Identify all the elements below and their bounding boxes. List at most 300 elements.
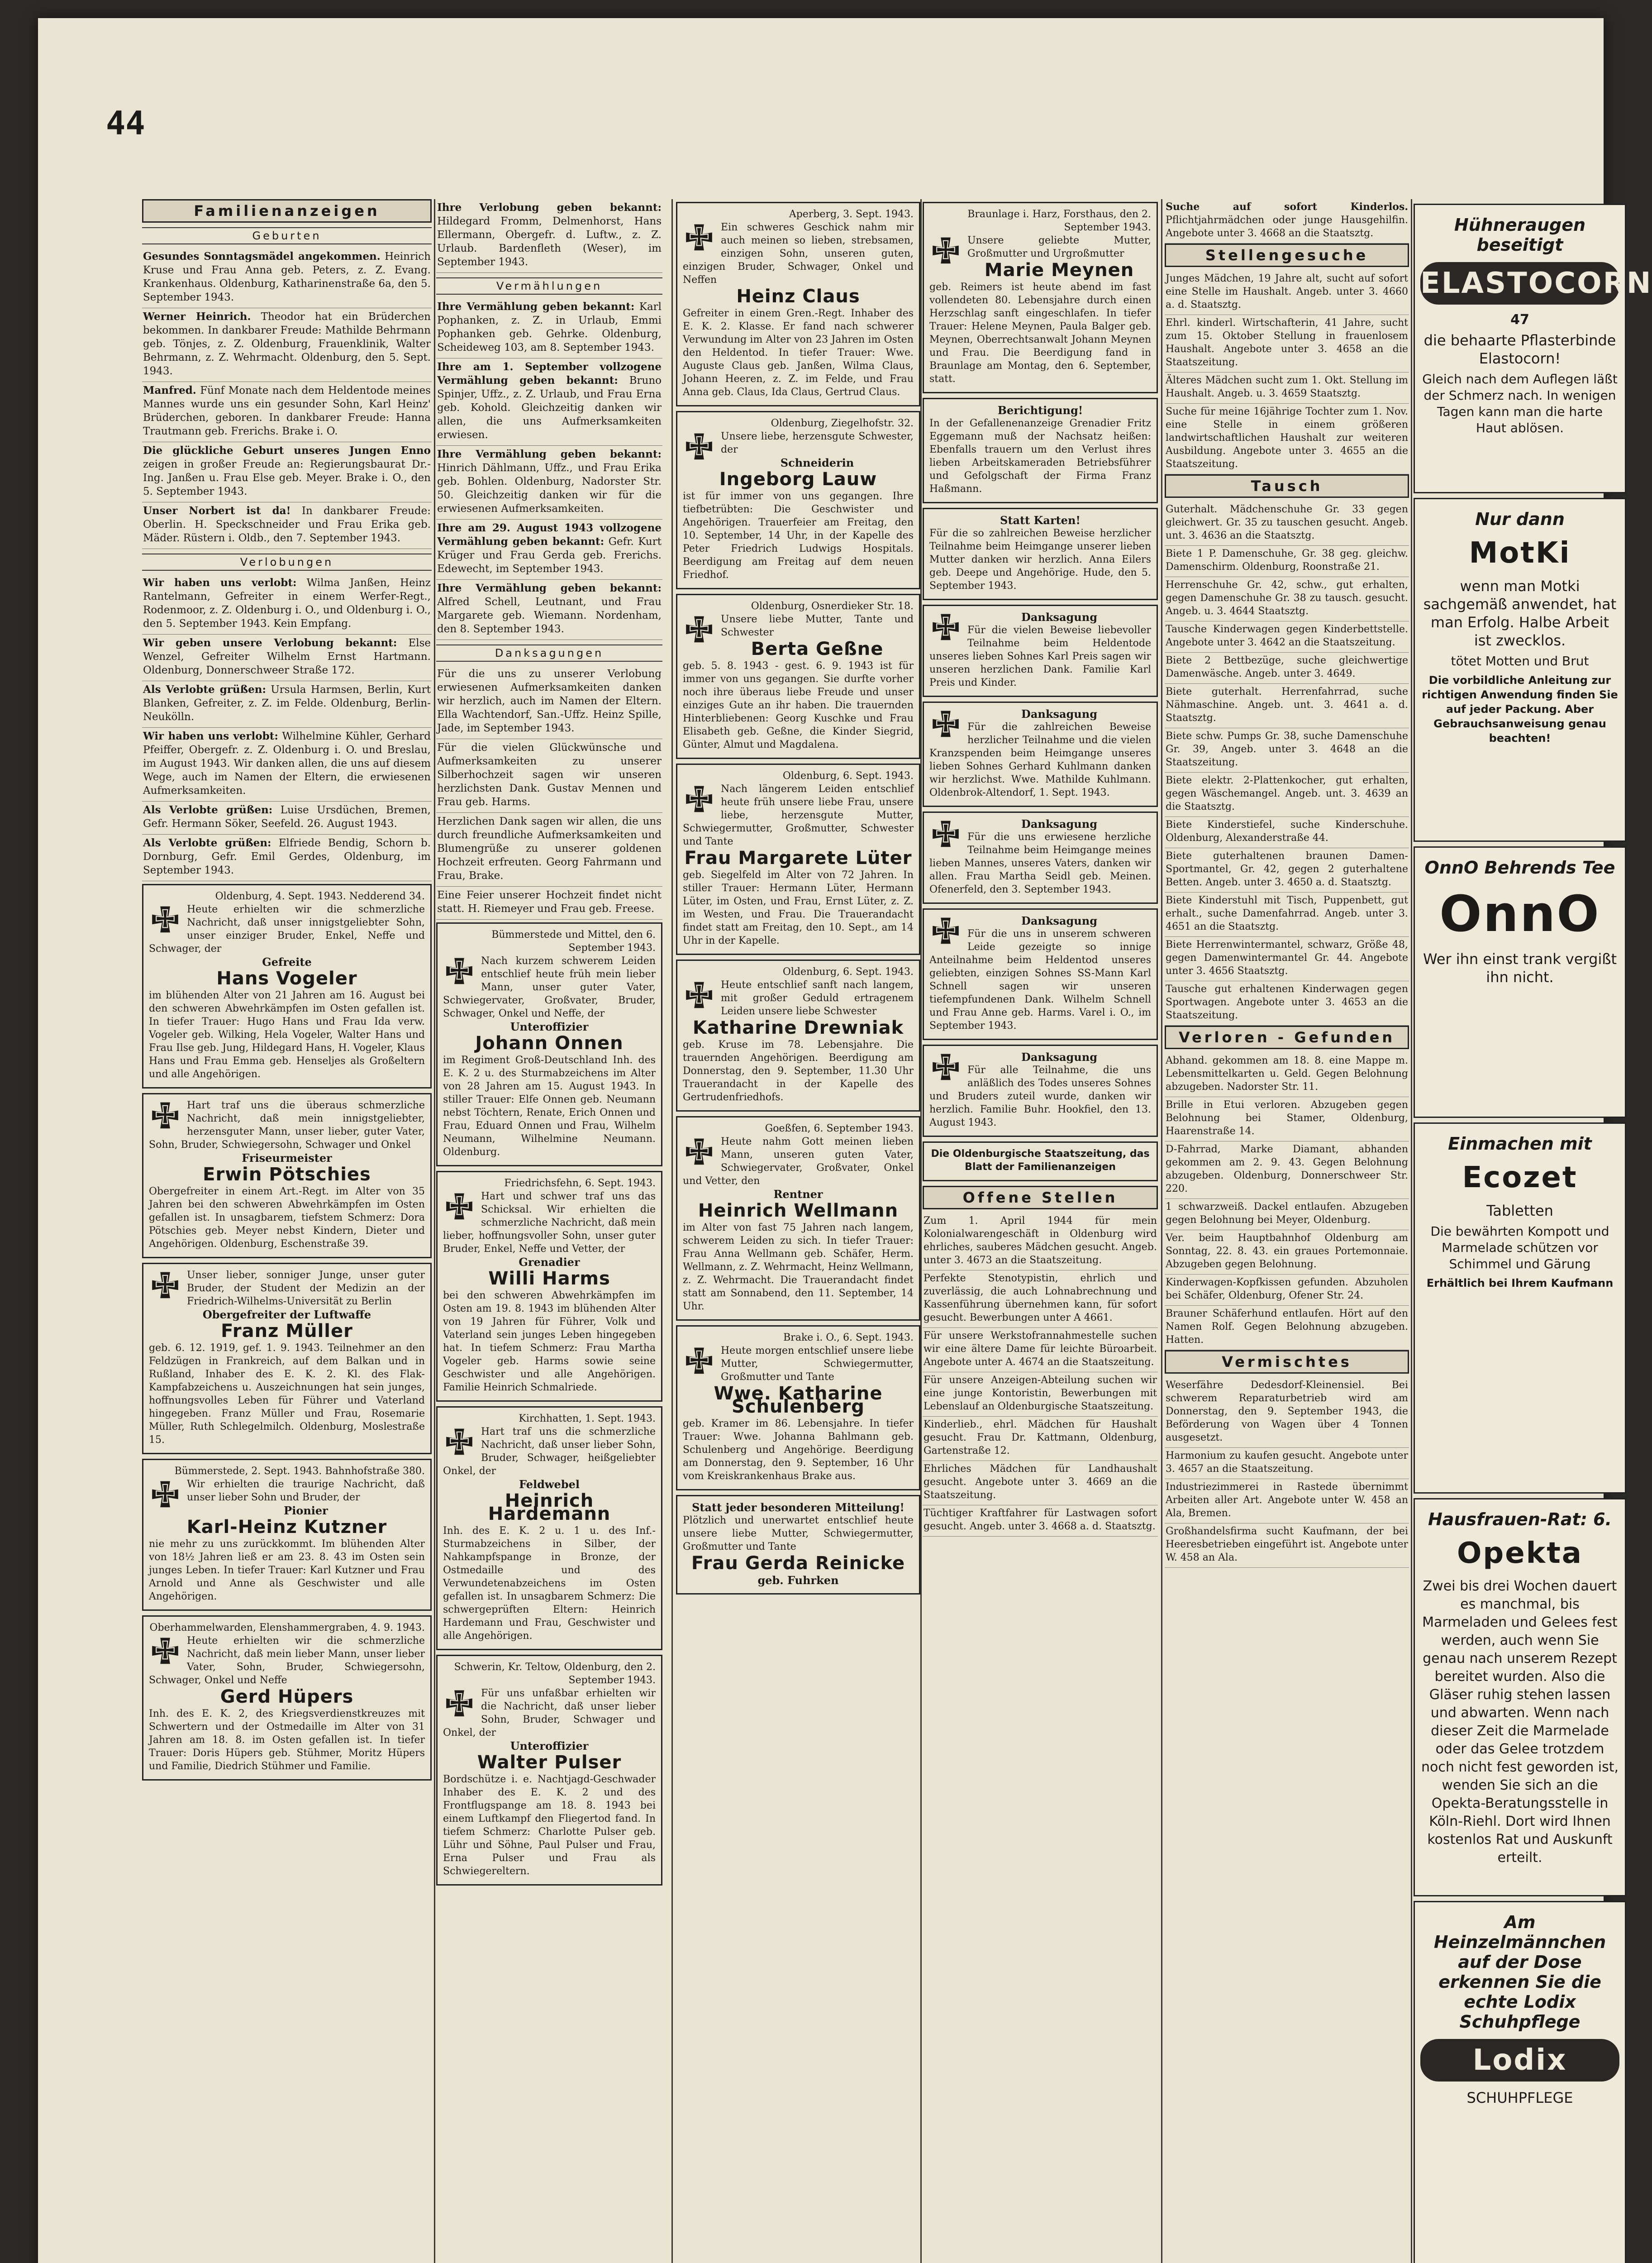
thanks-text: Für die vielen Beweise liebevoller Teilnahme beim Heldentode unseres lieben Sohnes Karl Preis sagen wir unseren herzlichen Dank. Familie Karl Preis und Kinder.	[929, 625, 1151, 688]
thanks-head: Danksagung	[1021, 817, 1097, 831]
iron-cross-icon	[443, 1427, 476, 1460]
announcement-text: Theodor hat ein Brüderchen bekommen. In dankbarer Freude: Mathilde Behrmann geb. Tönjes, z. Z. Oldenburg, Frauenklinik, Walter Behrmann, z. Z. Wehrmacht. Oldenburg, den 5. Sept. 1943.	[143, 311, 431, 377]
announcement	[1165, 546, 1409, 577]
announcement-text: Für die uns zu unserer Verlobung erwiesenen Aufmerksamkeiten danken wir herzlich, auch im Namen der Eltern. Ella Wachtendorf, San.-Uffz. Heinz Spille, Jade, im September 1943.	[437, 668, 662, 734]
notice-name: Heinrich Wellmann	[698, 1200, 899, 1221]
announcement	[1165, 621, 1409, 653]
ad-text: wenn man Motki sachgemäß anwendet, hat man Erfolg. Halbe Arbeit ist zwecklos.	[1423, 578, 1617, 649]
announcement-text: Für die vielen Glückwünsche und Aufmerksamkeiten zu unserer Silberhochzeit sagen wir unseren herzlichsten Dank. Gustav Mennen und Frau geb. Harms.	[437, 742, 662, 808]
display-ad	[1414, 498, 1626, 842]
announcement	[923, 1328, 1158, 1372]
announcement	[1165, 1479, 1409, 1523]
special-notice-sub: geb. Fuhrken	[757, 1574, 839, 1587]
thanks-text: Für die uns erwiesene herzliche Teilnahme beim Heimgange meines lieben Mannes, unseres Vaters, danken wir allen. Frau Martha Seidl geb. Meinen. Ofenerfeld, den 3. September 1943.	[929, 831, 1151, 895]
death-notice	[676, 594, 920, 759]
ad-headline: Einmachen mit	[1448, 1134, 1592, 1154]
notice-name: Heinz Claus	[736, 286, 860, 307]
thanks-head: Danksagung	[1021, 707, 1097, 721]
section-header-family: Familienanzeigen	[142, 199, 432, 223]
announcement-text: Kinderwagen-Kopfkissen gefunden. Abzuholen bei Schäfer, Oldenburg, Ofener Str. 24.	[1166, 1277, 1408, 1301]
announcement-text: Abhand. gekommen am 18. 8. eine Mappe m. Lebensmittelkarten u. Geld. Gegen Belohnung abzugeben. Nadorster Str. 11.	[1166, 1055, 1408, 1093]
announcement	[142, 502, 432, 549]
section-header-wanted: Stellengesuche	[1165, 243, 1409, 267]
announcement	[1165, 728, 1409, 773]
notice-name: Marie Meynen	[984, 260, 1134, 281]
thanks-head: Danksagung	[1021, 1050, 1097, 1064]
ad-text: Tabletten	[1486, 1202, 1553, 1219]
announcement	[923, 1372, 1158, 1417]
announcement	[1165, 817, 1409, 848]
announcement-text: Biete guterhaltenen braunen Damen-Sportmantel, Gr. 42, gegen 2 guterhaltene Betten. Angeb. unter 3. 4650 a. d. Staatsztg.	[1166, 850, 1408, 888]
ad-brand: Ecozet	[1462, 1161, 1578, 1194]
announcement	[1165, 271, 1409, 315]
notice-place-date: Bümmerstede, 2. Sept. 1943. Bahnhofstraße 380.	[174, 1466, 425, 1477]
announcement-text: Ehrl. kinderl. Wirtschafterin, 41 Jahre, sucht zum 15. Oktober Stellung in frauenlosem Haushalt. Angebote unter 3. 4658 an die Staatszeitung.	[1166, 317, 1408, 368]
announcement-text: Pflichtjahrmädchen oder junge Hausgehilfin. Angebote unter 3. 4668 an die Staatsztg.	[1166, 215, 1408, 239]
notice-name: Willi Harms	[488, 1268, 610, 1289]
announcement-lead: Ihre Vermählung geben bekannt:	[437, 582, 662, 594]
thanks-head: Danksagung	[1021, 611, 1097, 624]
notice-body: Inh. des E. K. 2 u. 1 u. des Inf.-Sturmabzeichens in Silber, der Nahkampfspange in Bronze, der Ostmedaille und des Verwundetenabzeichens im Osten gefallen ist. In unsagbarem Schmerz: Die schwergeprüften Eltern: Heinrich Hardemann und Frau, Geschwister und alle Angehörigen.	[443, 1525, 656, 1642]
notice-body: Obergefreiter in einem Art.-Regt. im Alter von 35 Jahren bei den schweren Abwehrkämpfen im Osten gefallen ist. In unsagbarem, tiefstem Schmerz: Dora Pötschies geb. Meyer nebst Kindern, Dieter und Angehörigen. Oldenburg, Eschenstraße 39.	[149, 1186, 425, 1250]
subheader-engagements: Verlobungen	[142, 554, 432, 571]
special-notice-intro: Plötzlich und unerwartet entschlief heute unsere liebe Mutter, Schwiegermutter, Großmutter und Tante	[683, 1515, 914, 1552]
announcement-text: Tausche gut erhaltenen Kinderwagen gegen Sportwagen. Angebote unter 3. 4653 an die Staatszeitung.	[1166, 983, 1408, 1021]
death-notice	[142, 1093, 432, 1258]
announcement-text: Suche für meine 16jährige Tochter zum 1. Nov. eine Stelle in einem größeren landwirtschaftlichen Haushalt zur weiteren Ausbildung. Angebote unter 3. 4655 an die Staatszeitung.	[1166, 406, 1408, 470]
announcement-text: In dankbarer Freude: Oberlin. H. Speckschneider und Frau Erika geb. Mäder. Rüstern i. Oldb., den 7. September 1943.	[143, 505, 431, 544]
statt-karten-text: Für die so zahlreichen Beweise herzlicher Teilnahme beim Heimgange unserer lieben Mutter danken wir herzlich. Anna Eilers geb. Deepe und Angehörige. Hude, den 5. September 1943.	[929, 528, 1151, 592]
death-notice	[142, 1459, 432, 1611]
announcement	[1165, 501, 1409, 546]
announcement-text: Biete elektr. 2-Plattenkocher, gut erhalten, gegen Wäschemangel. Angeb. unt. 3. 4639 an die Staatsztg.	[1166, 775, 1408, 812]
announcement-text: Ver. beim Hauptbahnhof Oldenburg am Sonntag, 22. 8. 43. ein graues Portemonnaie. Abzugeben gegen Belohnung.	[1166, 1232, 1408, 1270]
announcement-text: Tausche Kinderwagen gegen Kinderbettstelle. Angebote unter 3. 4642 an die Staatszeitung.	[1166, 624, 1408, 648]
column-advertisements	[1414, 199, 1652, 2263]
announcement	[1165, 577, 1409, 621]
notice-name: Frau Margarete Lüter	[684, 848, 912, 869]
newspaper-page	[38, 18, 1652, 2263]
notice-place-date: Brake i. O., 6. Sept. 1943.	[783, 1332, 914, 1343]
notice-intro: Hart und schwer traf uns das Schicksal. Wir erhielten die schmerzliche Nachricht, daß mein lieber, hoffnungsvoller Sohn, unser guter Bruder, Enkel, Neffe und Vetter, der	[443, 1191, 656, 1255]
iron-cross-icon	[929, 612, 962, 645]
column-weddings-thanks	[436, 199, 662, 2263]
display-ad	[1414, 204, 1652, 493]
ad-footnote: Die vorbildliche Anleitung zur richtigen Anwendung finden Sie auf jeder Packung. Aber Gebrauchsanweisung genau beachten!	[1422, 674, 1618, 745]
notice-intro: Unsere geliebte Mutter, Großmutter und Urgroßmutter	[967, 235, 1151, 259]
iron-cross-icon	[149, 1636, 181, 1669]
announcement	[923, 1505, 1158, 1537]
announcement	[142, 248, 432, 308]
announcement	[1165, 1523, 1409, 1568]
death-notice	[676, 1325, 920, 1490]
announcement	[1165, 1230, 1409, 1275]
announcement	[1165, 372, 1409, 404]
notice-place-date: Kirchhatten, 1. Sept. 1943.	[519, 1413, 656, 1424]
announcement	[436, 358, 662, 446]
iron-cross-icon	[149, 905, 181, 937]
display-ad	[1414, 1498, 1626, 1896]
ad-text: die behaarte Pflasterbinde Elastocorn!	[1423, 332, 1616, 367]
ad-brand: ELASTOCORN	[1420, 262, 1619, 305]
notice-body: im Regiment Groß-Deutschland Inh. des E. K. 2 u. des Sturmabzeichens im Alter von 28 Jahren am 15. August 1943. In stiller Trauer: Elfe Onnen geb. Neumann nebst Töchtern, Renate, Erich Onnen und Frau, Eduard Onnen und Frau, Wilhelm Neumann, Wilhelmine Neumann. Oldenburg.	[443, 1055, 656, 1158]
announcement	[142, 382, 432, 442]
notice-rank: Rentner	[773, 1188, 823, 1201]
notice-name: Franz Müller	[221, 1321, 353, 1342]
notice-intro: Unsere liebe, herzensgute Schwester, der	[721, 431, 914, 455]
notice-name: Ingeborg Lauw	[719, 469, 877, 490]
announcement	[1165, 1448, 1409, 1479]
announcement-lead: Suche auf sofort Kinderlos.	[1166, 201, 1408, 213]
ad-text: Zwei bis drei Wochen dauert es manchmal, bis Marmeladen und Gelees fest werden, auch wenn Sie genau nach unserem Rezept bereitet wurden. Also die Gläser ruhig stehen lassen und abwarten. Wenn nach dieser Zeit die Marmelade oder das Gelee trotzdem noch nicht fest geworden ist, wenden Sie sich an die Opekta-Beratungsstelle in Köln-Riehl. Dort wird Ihnen kostenlos Rat und Auskunft erteilt.	[1421, 1578, 1619, 1866]
announcement-text: Ursula Harmsen, Berlin, Kurt Blanken, Gefreiter, z. Z. im Felde. Oldenburg, Berlin-Neukölln.	[143, 684, 431, 723]
announcement	[1165, 1053, 1409, 1097]
announcement	[436, 520, 662, 580]
thanks-text: Für alle Teilnahme, die uns anläßlich des Todes unseres Sohnes und Bruders zuteil wurde, danken wir herzlich. Familie Buhr. Hookfiel, den 13. August 1943.	[929, 1065, 1151, 1128]
death-notice	[142, 1615, 432, 1781]
death-notice	[436, 922, 662, 1166]
thanks-notice	[923, 605, 1158, 697]
subheader-thanks: Danksagungen	[436, 645, 662, 662]
announcement-text: Biete Herrenwintermantel, schwarz, Größe 48, gegen Damenwintermantel Gr. 44. Angebote unter 3. 4656 Staatsztg.	[1166, 939, 1408, 977]
announcement	[436, 739, 662, 813]
notice-intro: Unser lieber, sonniger Junge, unser guter Bruder, der Student der Medizin an der Friedrich-Wilhelms-Universität zu Berlin	[187, 1270, 425, 1307]
ad-price: 47	[1510, 312, 1529, 328]
notice-rank: Grenadier	[519, 1256, 580, 1269]
announcement-text: Hildegard Fromm, Delmenhorst, Hans Ellermann, Obergefr. d. Luftw., z. Z. Urlaub. Bardenfleth (Weser), im September 1943.	[437, 215, 662, 268]
notice-place-date: Bümmerstede und Mittel, den 6. September 1943.	[491, 929, 656, 954]
special-notice-name: Frau Gerda Reinicke	[691, 1553, 905, 1574]
iron-cross-icon	[683, 1346, 715, 1379]
announcement	[142, 635, 432, 681]
notice-rank: Pionier	[284, 1504, 328, 1517]
announcement-text: Bruno Spinjer, Uffz., z. Z. Urlaub, und Frau Erna geb. Kohold. Gleichzeitig danken wir allen, die uns Aufmerksamkeiten erwiesen.	[437, 375, 662, 441]
notice-name: Gerd Hüpers	[220, 1686, 354, 1707]
announcement-text: Biete Kinderstuhl mit Tisch, Puppenbett, gut erhalt., suche Damenfahrrad. Angeb. unter 3. 4651 an die Staatsztg.	[1166, 895, 1408, 932]
announcement-text: Großhandelsfirma sucht Kaufmann, der bei Heeresbetrieben eingeführt ist. Angebote unter W. 458 an Ala.	[1166, 1526, 1408, 1563]
notice-body: im blühenden Alter von 21 Jahren am 16. August bei den schweren Abwehrkämpfen im Osten gefallen ist. In tiefer Trauer: Hugo Hans und Frau Ida verw. Vogeler geb. Wilking, Hela Vogeler, Walter Hans und Frau Ilse geb. Jung, Hildegard Hans, H. Vogeler, Klaus Hans und Frau Emma geb. Henseljes als Großeltern und alle Angehörigen.	[149, 990, 425, 1080]
death-notice	[142, 884, 432, 1089]
ad-headline: Am Heinzelmännchen auf der Dose erkennen Sie die echte Lodix Schuhpflege	[1433, 1912, 1606, 2032]
notice-place-date: Oldenburg, Ziegelhofstr. 32.	[771, 418, 914, 429]
ad-text-secondary: tötet Motten und Brut	[1451, 654, 1589, 668]
notice-name: Walter Pulser	[477, 1752, 622, 1773]
announcement	[436, 580, 662, 640]
death-notice	[676, 960, 920, 1112]
announcement-text: Für unsere Werkstofrannahmestelle suchen wir eine ältere Dame für leichte Büroarbeit. Angebote unter A. 4674 an die Staatszeitung.	[924, 1330, 1157, 1368]
announcement-text: Biete 1 P. Damenschuhe, Gr. 38 geg. gleichw. Damenschirm. Oldenburg, Roonstraße 21.	[1166, 548, 1408, 573]
notice-name: Berta Geßne	[751, 639, 884, 659]
announcement	[1165, 199, 1409, 243]
ad-headline: Hausfrauen-Rat: 6.	[1428, 1509, 1612, 1529]
notice-body: geb. Reimers ist heute abend im fast vollendeten 80. Lebensjahre durch einen Herzschlag sanft eingeschlafen. In tiefer Trauer: Helene Meynen, Paula Balger geb. Meynen, Oberrechtsanwalt Johann Meynen und Frau. Die Beerdigung fand in Braunlage am Montag, den 6. September, statt.	[929, 282, 1151, 385]
announcement-lead: Ihre Vermählung geben bekannt:	[437, 448, 662, 460]
announcement	[1165, 1097, 1409, 1141]
newspaper-promo: Die Oldenburgische Staatszeitung, das Blatt der Familienanzeigen	[923, 1141, 1158, 1181]
ad-headline: OnnO Behrends Tee	[1424, 858, 1615, 878]
notice-rank: Friseurmeister	[242, 1151, 332, 1165]
section-header-jobs: Offene Stellen	[923, 1186, 1158, 1209]
announcement	[436, 199, 662, 273]
special-notice-head: Statt jeder besonderen Mitteilung!	[692, 1501, 905, 1514]
announcement	[1165, 937, 1409, 981]
announcement-text: Weserfähre Dedesdorf-Kleinensiel. Bei schwerem Reparaturbetrieb wird am Donnerstag, den 9. September 1943, die Beförderung von Wagen über 4 Tonnen ausgesetzt.	[1166, 1380, 1408, 1443]
announcement	[1165, 1377, 1409, 1448]
announcement	[923, 1270, 1158, 1328]
announcement-text: Karl Pophanken, z. Z. in Urlaub, Emmi Pophanken geb. Gehrke. Oldenburg, Scheideweg 103, am 8. September 1943.	[437, 301, 662, 353]
announcement-lead: Ihre Vermählung geben bekannt:	[437, 301, 635, 313]
announcement-text: Harmonium zu kaufen gesucht. Angebote unter 3. 4657 an die Staatszeitung.	[1166, 1450, 1408, 1475]
announcement	[1165, 315, 1409, 372]
announcement-text: Industriezimmerei in Rastede übernimmt Arbeiten aller Art. Angebote unter W. 458 an Ala, Bremen.	[1166, 1481, 1408, 1519]
ad-headline: Hühneraugen beseitigt	[1454, 215, 1586, 255]
announcement	[436, 665, 662, 739]
announcement-text: Luise Ursdüchen, Bremen, Gefr. Hermann Söker, Seefeld. 26. August 1943.	[143, 804, 431, 830]
announcement-lead: Wir haben uns verlobt:	[143, 577, 297, 589]
announcement-lead: Als Verlobte grüßen:	[143, 837, 271, 849]
notice-name: Wwe. Katharine Schulenberg	[714, 1383, 883, 1417]
announcement-lead: Wir geben unsere Verlobung bekannt:	[143, 637, 397, 649]
notice-intro: Unsere liebe Mutter, Tante und Schwester	[721, 614, 914, 638]
announcement-lead: Ihre Verlobung geben bekannt:	[437, 201, 662, 214]
column-rule	[434, 199, 435, 2263]
announcement-text: Tüchtiger Kraftfahrer für Lastwagen sofort gesucht. Angeb. unter 3. 4668 a. d. Staatsztg.	[924, 1508, 1157, 1532]
announcement	[436, 446, 662, 520]
death-notice	[676, 1116, 920, 1321]
column-rule	[1411, 199, 1412, 2263]
notice-rank: Unteroffizier	[510, 1020, 589, 1033]
ad-text-secondary: Gleich nach dem Auflegen läßt der Schmerz nach. In wenigen Tagen kann man die harte Haut ablösen.	[1422, 372, 1618, 435]
announcement-text: Herrenschuhe Gr. 42, schw., gut erhalten, gegen Damenschuhe Gr. 38 zu tausch. gesucht. Angeb. u. 3. 4644 Staatsztg.	[1166, 579, 1408, 617]
announcement-text: 1 schwarzweiß. Dackel entlaufen. Abzugeben gegen Belohnung bei Meyer, Oldenburg.	[1166, 1201, 1408, 1226]
announcement	[1165, 684, 1409, 728]
correction-text: In der Gefallenenanzeige Grenadier Fritz Eggemann muß der Nachsatz heißen: Ebenfalls trauern um den Verlust ihres lieben Arbeitskameraden Betriebsführer und Gefolgschaft der Firma Franz Haßmann.	[929, 418, 1151, 495]
announcement-text: zeigen in großer Freude an: Regierungsbaurat Dr.-Ing. Janßen u. Frau Else geb. Meyer. Brake i. O., den 5. September 1943.	[143, 458, 431, 497]
announcement	[436, 813, 662, 887]
iron-cross-icon	[443, 1689, 476, 1721]
notice-name: Erwin Pötschies	[203, 1164, 371, 1185]
announcement	[1165, 848, 1409, 893]
notice-rank: Gefreite	[262, 955, 312, 969]
announcement	[923, 1417, 1158, 1461]
notice-body: Bordschütze i. e. Nachtjagd-Geschwader Inhaber des E. K. 2 und des Frontflugspange am 18. 8. 1943 bei einem Luftkampf den Fliegertod fand. In tiefem Schmerz: Charlotte Pulser geb. Lühr und Söhne, Paul Pulser und Frau, Erna Pulser und Frau als Schwiegereltern.	[443, 1774, 656, 1877]
ad-footnote: Erhältlich bei Ihrem Kaufmann	[1426, 1277, 1614, 1289]
announcement	[1165, 981, 1409, 1026]
notice-body: bei den schweren Abwehrkämpfen im Osten am 19. 8. 1943 im blühenden Alter von 19 Jahren für Führer, Volk und Vaterland sein junges Leben hingegeben hat. In tiefem Schmerz: Frau Martha Vogeler geb. Harms sowie seine Geschwister und alle Angehörigen. Familie Heinrich Schmalriede.	[443, 1290, 656, 1393]
notice-place-date: Goeßfen, 6. September 1943.	[765, 1123, 914, 1134]
announcement-text: Brille in Etui verloren. Abzugeben gegen Belohnung bei Stamer, Oldenburg, Haarenstraße 14.	[1166, 1099, 1408, 1137]
notice-body: nie mehr zu uns zurückkommt. Im blühenden Alter von 18½ Jahren ließ er am 23. 8. 43 im Osten sein junges Leben. In tiefer Trauer: Karl Kutzner und Frau Arnold und Anne als Geschwister und alle Angehörigen.	[149, 1538, 425, 1602]
notice-intro: Nach kurzem schwerem Leiden entschlief heute früh mein lieber Mann, unser guter Vater, Schwiegervater, Großvater, Bruder, Schwager, Onkel und Neffe, der	[443, 955, 656, 1019]
section-header-lost: Verloren - Gefunden	[1165, 1026, 1409, 1049]
announcement	[1165, 1199, 1409, 1230]
notice-intro: Heute erhielten wir die schmerzliche Nachricht, daß unser innigstgeliebter Sohn, unser einziger Bruder, Enkel, Neffe und Schwager, der	[149, 904, 425, 955]
announcement	[1165, 404, 1409, 474]
notice-intro: Wir erhielten die traurige Nachricht, daß unser lieber Sohn und Bruder, der	[187, 1479, 425, 1503]
iron-cross-icon	[149, 1270, 181, 1303]
announcement-text: Hinrich Dählmann, Uffz., und Frau Erika geb. Bohlen. Oldenburg, Nadorster Str. 50. Gleichzeitig danken wir für die erwiesenen Aufmerksamkeiten.	[437, 462, 662, 515]
notice-intro: Heute morgen entschlief unsere liebe Mutter, Schwiegermutter, Großmutter und Tante	[721, 1345, 914, 1383]
announcement	[1165, 773, 1409, 817]
announcement-lead: Unser Norbert ist da!	[143, 505, 291, 517]
announcement-text: Guterhalt. Mädchenschuhe Gr. 33 gegen gleichwert. Gr. 35 zu tauschen gesucht. Angeb. unt. 3. 4636 an die Staatsztg.	[1166, 504, 1408, 541]
notice-body: Gefreiter in einem Gren.-Regt. Inhaber des E. K. 2. Klasse. Er fand nach schwerer Verwundung im Alter von 23 Jahren im Osten den Heldentod. In tiefer Trauer: Wwe. Auguste Claus geb. Janßen, Wilma Claus, Johann Heeren, z. Z. im Felde, und Frau Anna geb. Claus, Ida Claus, Gertrud Claus.	[683, 308, 914, 398]
ad-text: SCHUHPFLEGE	[1466, 2089, 1573, 2106]
announcement	[1165, 1141, 1409, 1199]
notice-body: geb. 6. 12. 1919, gef. 1. 9. 1943. Teilnehmer an den Feldzügen in Frankreich, auf dem Balkan und in Rußland, Inhaber des E. K. 2. Kl. des Flak-Kampfabzeichens u. Auszeichnungen hat sein junges, hoffnungsvolles Leben für Führer und Vaterland hingegeben. Franz Müller und Frau, Rosemarie Müller, Ruth Schlegelmilch. Oldenburg, Moslestraße 15.	[149, 1342, 425, 1446]
announcement-text: Biete 2 Bettbezüge, suche gleichwertige Damenwäsche. Angeb. unter 3. 4649.	[1166, 655, 1408, 679]
death-notice	[676, 411, 920, 589]
thanks-head: Danksagung	[1021, 914, 1097, 927]
iron-cross-icon	[683, 432, 715, 464]
column-obituaries	[676, 199, 920, 2263]
announcement-text: Biete guterhalt. Herrenfahrrad, suche Nähmaschine. Angeb. unt. 3. 4641 a. d. Staatsztg.	[1166, 686, 1408, 724]
notice-rank: Schneiderin	[780, 456, 854, 469]
ad-text: Wer ihn einst trank vergißt ihn nicht.	[1423, 950, 1617, 986]
iron-cross-icon	[929, 916, 962, 949]
iron-cross-icon	[683, 1137, 715, 1170]
announcement-text: Heinrich Kruse und Frau Anna geb. Peters, z. Z. Evang. Krankenhaus. Oldenburg, Katharinenstraße 6a, den 5. September 1943.	[143, 251, 431, 303]
display-ad	[1414, 1122, 1626, 1494]
announcement	[1165, 1275, 1409, 1306]
iron-cross-icon	[929, 709, 962, 742]
notice-place-date: Oldenburg, 4. Sept. 1943. Nedderend 34.	[215, 891, 425, 902]
thanks-notice	[923, 812, 1158, 904]
correction-notice	[923, 398, 1158, 503]
notice-rank: Obergefreiter der Luftwaffe	[202, 1308, 371, 1321]
ad-brand: Lodix	[1420, 2039, 1619, 2082]
statt-karten-notice	[923, 508, 1158, 600]
ad-text-secondary: Die bewährten Kompott und Marmelade schützen vor Schimmel und Gärung	[1430, 1224, 1609, 1271]
announcement-lead: Ihre am 1. September vollzogene Vermählung geben bekannt:	[437, 361, 662, 387]
announcement	[923, 1461, 1158, 1505]
special-notice	[676, 1495, 920, 1595]
thanks-notice	[923, 908, 1158, 1040]
notice-body: im Alter von fast 75 Jahren nach langem, schwerem Leiden zu sich. In tiefer Trauer: Frau Anna Wellmann geb. Schäfer, Herm. Wellmann, z. Z. Wehrmacht, Heinz Wellmann, z. Z. Wehrmacht. Die Trauerandacht findet statt am Sonnabend, den 11. September, 14 Uhr.	[683, 1222, 914, 1312]
column-rule	[1161, 199, 1162, 2263]
announcement	[436, 298, 662, 358]
announcement	[142, 574, 432, 635]
thanks-text: Für die uns in unserem schweren Leide gezeigte so innige Anteilnahme beim Heldentod unseres geliebten, einzigen Sohnes SS-Mann Karl Schnell sagen wir unseren tiefempfundenen Dank. Wilhelm Schnell und Frau Anne geb. Harms. Varel i. O., im September 1943.	[929, 928, 1151, 1031]
announcement-text: Wilma Janßen, Heinz Rantelmann, Gefreiter in einem Werfer-Regt., Rodenmoor, z. Z. Oldenburg i. O., und Oldenburg i. O., den 5. September 1943. Kein Empfang.	[143, 577, 431, 630]
notice-name: Karl-Heinz Kutzner	[186, 1517, 387, 1537]
announcement-lead: Als Verlobte grüßen:	[143, 804, 273, 816]
announcement	[1165, 893, 1409, 937]
announcement-text: Brauner Schäferhund entlaufen. Hört auf den Namen Rolf. Gegen Belohnung abzugeben. Hatten.	[1166, 1308, 1408, 1346]
notice-intro: Ein schweres Geschick nahm mir auch meinen so lieben, strebsamen, einzigen Sohn, unseren guten, einzigen Bruder, Schwager, Onkel und Neffen	[683, 222, 914, 286]
death-notice	[923, 202, 1158, 393]
display-ad	[1414, 846, 1626, 1118]
notice-body: geb. Kramer im 86. Lebensjahre. In tiefer Trauer: Wwe. Johanna Bahlmann geb. Schulenberg und Angehörige. Beerdigung am Donnerstag, den 9. September, 16 Uhr vom Kreiskrankenhaus Brake aus.	[683, 1418, 914, 1482]
page-number: 44	[106, 104, 145, 142]
announcement-lead: Manfred.	[143, 384, 196, 396]
announcement-text: Gefr. Kurt Krüger und Frau Gerda geb. Frerichs. Edewecht, im September 1943.	[437, 536, 662, 575]
iron-cross-icon	[683, 980, 715, 1013]
thanks-text: Für die zahlreichen Beweise herzlicher Teilnahme und die vielen Kranzspenden beim Heimgange unseres lieben Sohnes Gerhard Kuhlmann danken wir herzlichst. Wwe. Mathilde Kuhlmann. Oldenbrok-Altendorf, 1. Sept. 1943.	[929, 721, 1151, 798]
notice-place-date: Aperberg, 3. Sept. 1943.	[789, 209, 914, 220]
notice-place-date: Oldenburg, Osnerdieker Str. 18.	[751, 601, 914, 612]
notice-rank: Feldwebel	[519, 1478, 580, 1491]
notice-place-date: Oldenburg, 6. Sept. 1943.	[782, 966, 914, 978]
notice-name: Hans Vogeler	[216, 968, 357, 989]
statt-karten-head: Statt Karten!	[1000, 514, 1081, 527]
notice-intro: Heute erhielten wir die schmerzliche Nachricht, daß mein lieber Mann, unser lieber Vater, Sohn, Bruder, Schwiegersohn, Schwager, Onkel und Neffe	[149, 1635, 425, 1686]
notice-intro: Hart traf uns die schmerzliche Nachricht, daß unser lieber Sohn, Bruder, Schwager, heißgeliebter Onkel, der	[443, 1426, 656, 1477]
ad-brand: Opekta	[1457, 1537, 1583, 1570]
notice-place-date: Oberhammelwarden, Elenshammergraben, 4. 9. 1943.	[149, 1622, 425, 1633]
announcement-text: Für unsere Anzeigen-Abteilung suchen wir eine junge Kontoristin, Bewerbungen mit Lebenslauf an Oldenburgische Staatszeitung.	[924, 1375, 1157, 1412]
notice-name: Katharine Drewniak	[692, 1017, 904, 1038]
announcement-lead: Werner Heinrich.	[143, 310, 251, 323]
iron-cross-icon	[683, 615, 715, 647]
death-notice	[436, 1655, 662, 1886]
announcement-text: Zum 1. April 1944 für mein Kolonialwarengeschäft in Oldenburg wird ehrliches, sauberes Mädchen gesucht. Angeb. unter 3. 4673 an die Staatszeitung.	[924, 1215, 1157, 1266]
announcement	[436, 887, 662, 920]
subheader-births: Geburten	[142, 227, 432, 244]
iron-cross-icon	[149, 1101, 181, 1133]
correction-head: Berichtigung!	[997, 404, 1083, 417]
announcement-text: Junges Mädchen, 19 Jahre alt, sucht auf sofort eine Stelle im Haushalt. Angeb. unter 3. 4660 a. d. Staatsztg.	[1166, 273, 1408, 310]
notice-place-date: Braunlage i. Harz, Forsthaus, den 2. September 1943.	[967, 209, 1151, 233]
notice-name: Johann Onnen	[475, 1033, 624, 1054]
section-header-trade: Tausch	[1165, 474, 1409, 498]
announcement-text: Alfred Schell, Leutnant, und Frau Margarete geb. Wiemann. Nordenham, den 8. September 1943.	[437, 596, 662, 635]
thanks-notice	[923, 702, 1158, 807]
announcement	[1165, 653, 1409, 684]
display-ad	[1414, 1901, 1626, 2263]
announcement-text: Perfekte Stenotypistin, ehrlich und zuverlässig, die auch Lohnabrechnung und Kassenführung übernehmen kann, für sofort gesucht. Bewerbungen unter A 4661.	[924, 1273, 1157, 1323]
iron-cross-icon	[683, 223, 715, 255]
notice-body: Inh. des E. K. 2, des Kriegsverdienstkreuzes mit Schwertern und der Ostmedaille im Alter von 31 Jahren am 18. 8. im Osten gefallen ist. In tiefer Trauer: Doris Hüpers geb. Stühmer, Moritz Hüpers und Familie, Diedrich Stühmer und Familie.	[149, 1708, 425, 1772]
notice-body: geb. Siegelfeld im Alter von 72 Jahren. In stiller Trauer: Hermann Lüter, Hermann Lüter, im Osten, und Frau, Ernst Lüter, z. Z. im Westen, und Frau. Die Trauerandacht findet statt am Freitag, den 10. Sept., am 14 Uhr in der Kapelle.	[683, 869, 914, 946]
death-notice	[142, 1263, 432, 1454]
iron-cross-icon	[929, 819, 962, 852]
ad-brand: OnnO	[1439, 885, 1600, 943]
notice-intro: Heute entschlief sanft nach langem, mit großer Geduld ertragenem Leiden unsere liebe Schwester	[721, 979, 914, 1017]
subheader-weddings: Vermählungen	[436, 277, 662, 295]
announcement	[142, 802, 432, 835]
notice-body: geb. 5. 8. 1943 - gest. 6. 9. 1943 ist für immer von uns gegangen. Sie durfte vorher noch ihre überaus liebe Freude und unser einziges Gute an ihr haben. Die trauernden Hinterbliebenen: Georg Kuschke und Frau Elisabeth geb. Geßne, die Kinder Siegrid, Günter, Almut und Magdalena.	[683, 660, 914, 750]
notice-rank: Unteroffizier	[510, 1739, 589, 1752]
announcement	[923, 1213, 1158, 1270]
announcement-text: Eine Feier unserer Hochzeit findet nicht statt. H. Riemeyer und Frau geb. Freese.	[437, 889, 662, 915]
announcement-text: Fünf Monate nach dem Heldentode meines Mannes wurde uns ein gesunder Sohn, Karl Heinz' Brüderchen, geboren. In dankbarer Freude: Hanna Trautmann geb. Frerichs. Brake i. O.	[143, 385, 431, 437]
announcement-text: Else Wenzel, Gefreiter Wilhelm Ernst Hartmann. Oldenburg, Donnerschweer Straße 172.	[143, 637, 431, 676]
iron-cross-icon	[443, 956, 476, 989]
column-family-announcements	[142, 199, 432, 2263]
announcement-text: Kinderlieb., ehrl. Mädchen für Haushalt gesucht. Frau Dr. Kattmann, Oldenburg, Gartenstraße 12.	[924, 1419, 1157, 1456]
iron-cross-icon	[149, 1480, 181, 1512]
notice-name: Heinrich Hardemann	[488, 1490, 611, 1524]
death-notice	[436, 1171, 662, 1402]
announcement-lead: Ihre am 29. August 1943 vollzogene Vermählung geben bekannt:	[437, 522, 662, 548]
death-notice	[676, 202, 920, 406]
death-notice	[436, 1406, 662, 1650]
notice-intro: Für uns unfaßbar erhielten wir die Nachricht, daß unser lieber Sohn, Bruder, Schwager und Onkel, der	[443, 1688, 656, 1738]
notice-place-date: Oldenburg, 6. Sept. 1943.	[782, 770, 914, 782]
announcement-text: D-Fahrrad, Marke Diamant, abhanden gekommen am 2. 9. 43. Gegen Belohnung abzugeben. Oldenburg, Donnerschweer Str. 220.	[1166, 1144, 1408, 1194]
iron-cross-icon	[929, 236, 962, 268]
announcement	[142, 442, 432, 502]
announcement	[142, 728, 432, 802]
ad-brand: MotKi	[1469, 536, 1571, 570]
announcement-lead: Wir haben uns verlobt:	[143, 730, 278, 742]
announcement-text: Älteres Mädchen sucht zum 1. Okt. Stellung im Haushalt. Angeb. u. 3. 4659 Staatsztg.	[1166, 375, 1408, 399]
column-rule	[671, 199, 673, 2263]
column-classifieds	[1165, 199, 1409, 2263]
column-rule	[920, 199, 922, 2263]
notice-place-date: Schwerin, Kr. Teltow, Oldenburg, den 2. September 1943.	[454, 1661, 656, 1686]
